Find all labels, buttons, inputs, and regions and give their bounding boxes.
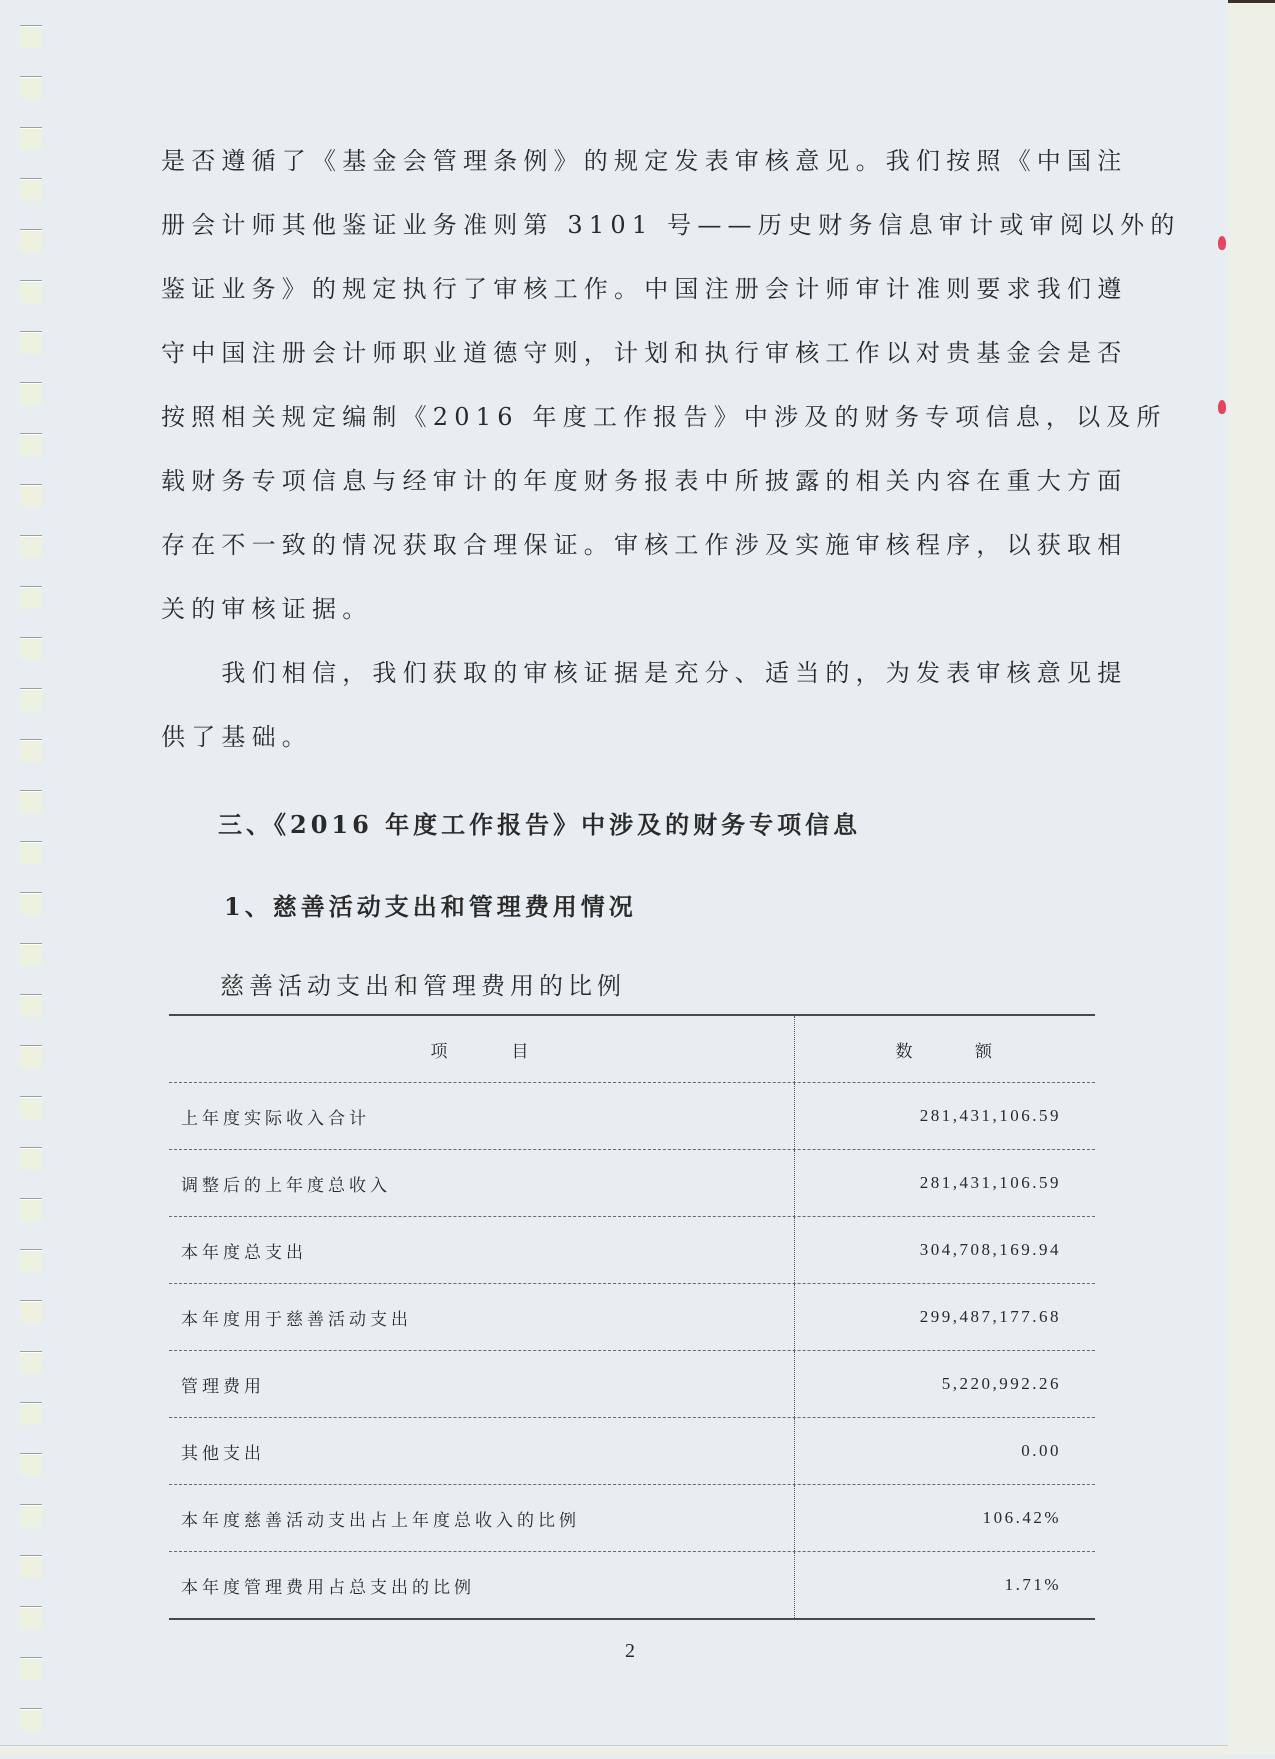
table-row — [169, 1083, 1095, 1150]
table-header-row — [169, 1016, 1095, 1083]
scan-edge-strip — [1228, 0, 1275, 1754]
row-label: 上年度实际收入合计 — [169, 1083, 795, 1149]
binding-hole — [20, 1555, 42, 1578]
body-text-line: 守中国注册会计师职业道德守则，计划和执行审核工作以对贵基金会是否 — [161, 339, 1128, 367]
binding-hole — [20, 1300, 42, 1323]
seal-stamp-fragment — [1218, 400, 1226, 414]
body-text-line: 按照相关规定编制《2016 年度工作报告》中涉及的财务专项信息，以及所 — [161, 403, 1167, 431]
binding-hole — [20, 943, 42, 966]
binding-hole — [20, 1453, 42, 1476]
binding-hole — [20, 433, 42, 456]
table-row — [169, 1418, 1095, 1485]
row-value: 304,708,169.94 — [919, 1240, 1061, 1259]
seal-stamp-fragment — [1218, 236, 1226, 250]
column-header-item — [169, 1016, 795, 1082]
binding-hole — [20, 1657, 42, 1680]
binding-hole — [20, 280, 42, 303]
binding-hole — [20, 1708, 42, 1731]
scan-edge-dark — [1228, 0, 1275, 3]
page-number: 2 — [625, 1640, 635, 1662]
binding-hole — [20, 229, 42, 252]
binding-hole — [20, 127, 42, 150]
body-text-line: 存在不一致的情况获取合理保证。审核工作涉及实施审核程序，以获取相 — [161, 531, 1128, 559]
binding-hole — [20, 178, 42, 201]
binding-hole — [20, 1606, 42, 1629]
row-value: 5,220,992.26 — [941, 1374, 1061, 1393]
row-value: 281,431,106.59 — [919, 1173, 1061, 1192]
binding-holes — [20, 25, 44, 1759]
binding-hole — [20, 892, 42, 915]
binding-hole — [20, 688, 42, 711]
row-value: 299,487,177.68 — [919, 1307, 1061, 1326]
binding-hole — [20, 331, 42, 354]
table-row — [169, 1485, 1095, 1552]
binding-hole — [20, 994, 42, 1017]
row-value: 106.42% — [982, 1508, 1061, 1527]
binding-hole — [20, 637, 42, 660]
binding-hole — [20, 76, 42, 99]
row-value: 281,431,106.59 — [919, 1106, 1061, 1125]
body-text-line: 关的审核证据。 — [161, 595, 373, 623]
binding-hole — [20, 841, 42, 864]
body-text-line: 册会计师其他鉴证业务准则第 3101 号——历史财务信息审计或审阅以外的 — [161, 211, 1181, 239]
table-row — [169, 1217, 1095, 1284]
header-text: 数 — [895, 1041, 915, 1061]
table-row — [169, 1284, 1095, 1351]
binding-hole — [20, 1096, 42, 1119]
binding-hole — [20, 1045, 42, 1068]
table-row — [169, 1351, 1095, 1418]
body-text-line: 载财务专项信息与经审计的年度财务报表中所披露的相关内容在重大方面 — [161, 467, 1128, 495]
header-text: 目 — [511, 1041, 533, 1062]
table-caption: 慈善活动支出和管理费用的比例 — [220, 972, 626, 1000]
binding-hole — [20, 1147, 42, 1170]
section-heading: 三、《2016 年度工作报告》中涉及的财务专项信息 — [218, 810, 862, 839]
row-value: 0.00 — [1021, 1441, 1061, 1460]
row-label: 调整后的上年度总收入 — [169, 1150, 795, 1216]
binding-hole — [20, 586, 42, 609]
binding-hole — [20, 1351, 42, 1374]
row-value: 1.71% — [1004, 1575, 1061, 1594]
binding-hole — [20, 25, 42, 48]
binding-hole — [20, 1504, 42, 1527]
row-label: 其他支出 — [169, 1418, 795, 1484]
binding-hole — [20, 535, 42, 558]
header-text: 额 — [975, 1041, 995, 1061]
row-label: 管理费用 — [169, 1351, 795, 1417]
binding-hole — [20, 1198, 42, 1221]
binding-hole — [20, 1402, 42, 1425]
table-row — [169, 1150, 1095, 1217]
subsection-heading: 1、慈善活动支出和管理费用情况 — [224, 892, 637, 921]
row-label: 本年度用于慈善活动支出 — [169, 1284, 795, 1350]
body-text-line: 供了基础。 — [161, 723, 312, 751]
binding-hole — [20, 1249, 42, 1272]
row-label: 本年度总支出 — [169, 1217, 795, 1283]
body-text-line: 鉴证业务》的规定执行了审核工作。中国注册会计师审计准则要求我们遵 — [161, 275, 1128, 303]
binding-hole — [20, 382, 42, 405]
body-text-line: 我们相信，我们获取的审核证据是充分、适当的，为发表审核意见提 — [161, 659, 1128, 687]
binding-hole — [20, 484, 42, 507]
column-header-amount — [795, 1016, 1095, 1082]
row-label: 本年度慈善活动支出占上年度总收入的比例 — [169, 1485, 795, 1551]
row-label: 本年度管理费用占总支出的比例 — [169, 1552, 795, 1618]
binding-hole — [20, 790, 42, 813]
table-row — [169, 1552, 1095, 1618]
body-text-line: 是否遵循了《基金会管理条例》的规定发表审核意见。我们按照《中国注 — [161, 147, 1128, 175]
header-text: 项 — [430, 1041, 452, 1062]
binding-hole — [20, 739, 42, 762]
expense-ratio-table — [169, 1014, 1095, 1620]
